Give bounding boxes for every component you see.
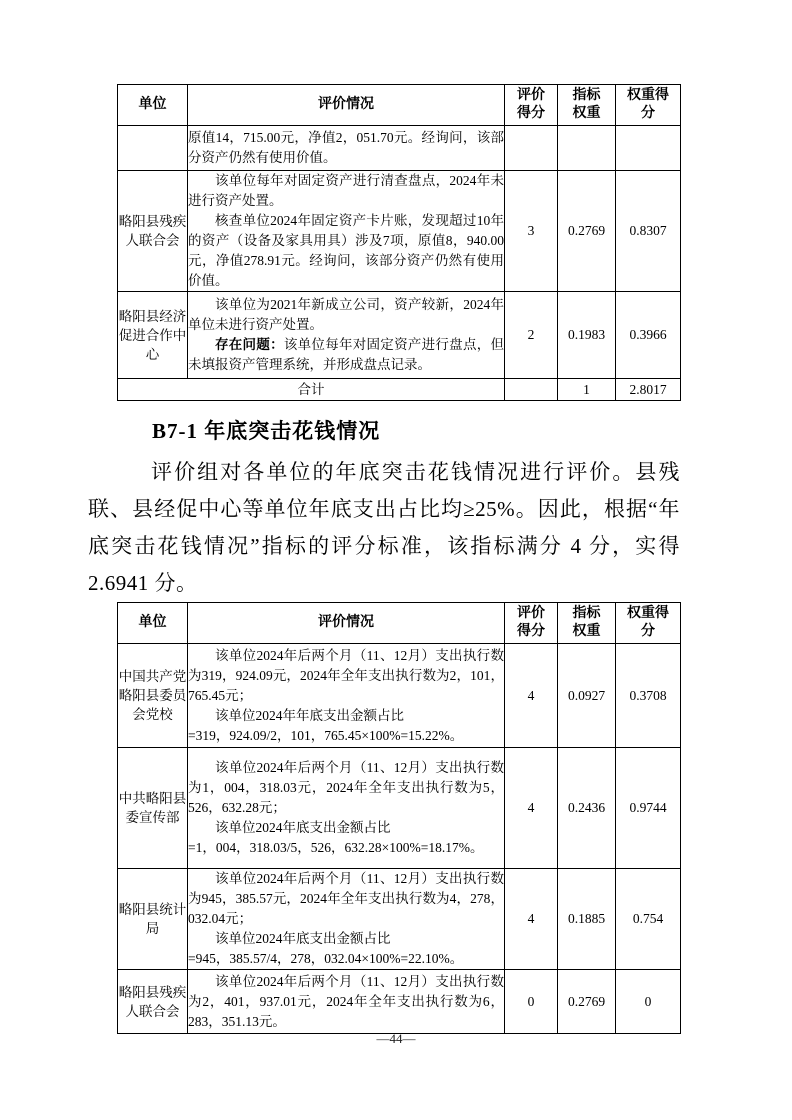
weight-cell: 0.1885 [558, 869, 616, 970]
section-heading: B7-1 年底突击花钱情况 [152, 419, 381, 443]
score-cell [505, 126, 558, 171]
weighted-score-cell: 0 [616, 970, 681, 1034]
unit-cell: 略阳县经济促进合作中心 [118, 292, 188, 379]
table-row [118, 292, 681, 379]
weight-cell: 0.1983 [558, 292, 616, 379]
table-row [118, 970, 681, 1034]
unit-cell: 中共略阳县委宣传部 [118, 748, 188, 869]
evaluation-paragraph: 该单位2024年后两个月（11、12月）支出执行数为2，401，937.01元，2024年全年支出执行数为6，283，351.13元。 [188, 973, 504, 1029]
unit-cell: 略阳县残疾人联合会 [118, 970, 188, 1034]
table-header-row [118, 85, 681, 126]
evaluation-paragraph: 该单位2024年后两个月（11、12月）支出执行数为319，924.09元，2024年全年支出执行数为2，101，765.45元； [188, 647, 504, 703]
evaluation-paragraph: 该单位2024年后两个月（11、12月）支出执行数为1，004，318.03元，2024年全年支出执行数为5，526，632.28元； [188, 760, 504, 815]
table-row [118, 171, 681, 292]
evaluation-paragraph: 该单位2024年底支出金额占比 [215, 820, 391, 835]
evaluation-cell [188, 869, 505, 970]
weighted-score-cell: 0.754 [616, 869, 681, 970]
evaluation-formula: =945，385.57/4，278，032.04×100%=22.10%。 [188, 951, 464, 966]
page-number: —44— [376, 1031, 416, 1046]
evaluation-paragraph: 该单位2024年年底支出金额占比 [215, 707, 404, 723]
weight-cell: 0.0927 [558, 644, 616, 748]
total-row [118, 379, 681, 401]
evaluation-paragraph: 核查单位2024年固定资产卡片账，发现超过10年的资产（设备及家具用具）涉及7项，原值8，940.00元，净值278.91元。经询问，该部分资产仍然有使用价值。 [188, 213, 504, 288]
score-cell: 4 [505, 748, 558, 869]
table-row [118, 126, 681, 171]
evaluation-paragraph: 该单位为2021年新成立公司，资产较新，2024年单位未进行资产处置。 [188, 297, 504, 332]
header-cell-weighted-score: 权重得 分 [616, 85, 681, 126]
yearend-spending-table [117, 602, 681, 1034]
weighted-score-cell: 0.3966 [616, 292, 681, 379]
asset-evaluation-table [117, 84, 681, 401]
total-score-cell [505, 379, 558, 401]
weight-cell [558, 126, 616, 171]
evaluation-cell [188, 970, 505, 1034]
header-cell-weight: 指标 权重 [558, 603, 616, 644]
evaluation-formula: =319，924.09/2，101，765.45×100%=15.22%。 [188, 727, 464, 743]
evaluation-cell [188, 644, 505, 748]
unit-cell: 略阳县残疾人联合会 [118, 171, 188, 292]
score-cell: 3 [505, 171, 558, 292]
weighted-score-cell [616, 126, 681, 171]
evaluation-cell [188, 171, 505, 292]
weight-cell: 0.2769 [558, 970, 616, 1034]
document-content [88, 84, 680, 1034]
table-row [118, 748, 681, 869]
evaluation-cell [188, 748, 505, 869]
evaluation-cell [188, 126, 505, 171]
header-cell-evaluation: 评价情况 [188, 85, 505, 126]
header-cell-weighted-score: 权重得 分 [616, 603, 681, 644]
header-cell-evaluation: 评价情况 [188, 603, 505, 644]
problem-label: 存在问题： [215, 337, 284, 352]
unit-cell: 中国共产党略阳县委员会党校 [118, 644, 188, 748]
body-paragraph: 评价组对各单位的年底突击花钱情况进行评价。县残联、县经促中心等单位年底支出占比均≥25%。因此，根据“年底突击花钱情况”指标的评分标准，该指标满分 4 分，实得 2.6941 分。 [88, 460, 680, 595]
total-label-cell: 合计 [118, 379, 505, 401]
total-weight-cell: 1 [558, 379, 616, 401]
score-cell: 2 [505, 292, 558, 379]
evaluation-cell [188, 292, 505, 379]
unit-cell [118, 126, 188, 171]
score-cell: 4 [505, 869, 558, 970]
total-weighted-cell: 2.8017 [616, 379, 681, 401]
evaluation-paragraph: 该单位2024年后两个月（11、12月）支出执行数为945，385.57元，2024年全年支出执行数为4，278，032.04元； [188, 871, 504, 926]
weight-cell: 0.2436 [558, 748, 616, 869]
header-cell-unit: 单位 [118, 85, 188, 126]
header-cell-unit: 单位 [118, 603, 188, 644]
table-header-row [118, 603, 681, 644]
evaluation-paragraph: 该单位2024年底支出金额占比 [215, 931, 391, 946]
evaluation-paragraph: 该单位每年对固定资产进行清查盘点，2024年未进行资产处置。 [188, 173, 504, 208]
header-cell-score: 评价 得分 [505, 85, 558, 126]
header-cell-score: 评价 得分 [505, 603, 558, 644]
evaluation-formula: =1，004，318.03/5，526，632.28×100%=18.17%。 [188, 840, 484, 855]
weight-cell: 0.2769 [558, 171, 616, 292]
weighted-score-cell: 0.8307 [616, 171, 681, 292]
table-row [118, 644, 681, 748]
evaluation-paragraph: 原值14，715.00元，净值2，051.70元。经询问，该部分资产仍然有使用价值。 [188, 130, 504, 165]
score-cell: 0 [505, 970, 558, 1034]
weighted-score-cell: 0.3708 [616, 644, 681, 748]
table-row [118, 869, 681, 970]
evaluation-paragraph: 存在问题：该单位每年对固定资产进行盘点，但未填报资产管理系统，并形成盘点记录。 [188, 337, 504, 372]
weighted-score-cell: 0.9744 [616, 748, 681, 869]
header-cell-weight: 指标 权重 [558, 85, 616, 126]
score-cell: 4 [505, 644, 558, 748]
unit-cell: 略阳县统计局 [118, 869, 188, 970]
